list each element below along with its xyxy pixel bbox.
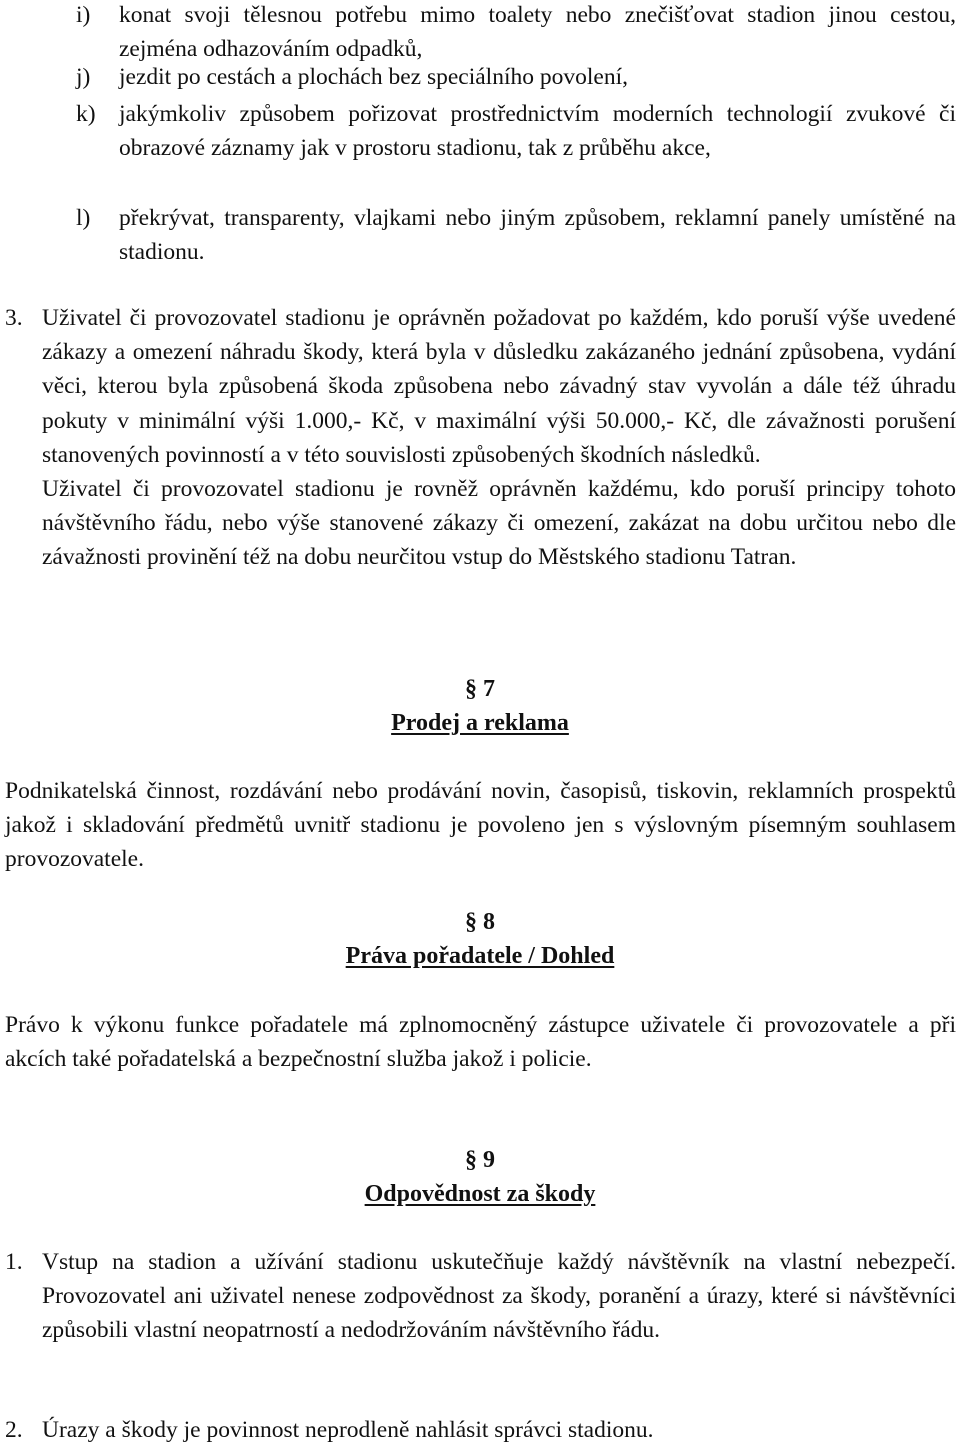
list-marker: i) [76, 2, 91, 28]
list-item-text: Vstup na stadion a užívání stadionu uskutečňuje každý návštěvník na vlastní nebezpečí. Provozovatel ani uživatel nenese zodpovědnost za škody, poranění a úrazy, které si návštěvníci způsobili vlastní neopatrností a nedodržováním návštěvního řádu. [42, 1249, 956, 1344]
list-marker: k) [76, 101, 96, 127]
list-item [76, 201, 956, 269]
list-item-text: Úrazy a škody je povinnost neprodleně nahlásit správci stadionu. [42, 1417, 654, 1443]
list-item-text: konat svoji tělesnou potřebu mimo toalety nebo znečišťovat stadion jinou cestou, zejména odhazováním odpadků, [119, 2, 956, 63]
section-8-body: Právo k výkonu funkce pořadatele má zplnomocněný zástupce uživatele či provozovatele a při akcích také pořadatelská a bezpečnostní služba jakož i policie. [5, 1012, 956, 1073]
list-item-text: překrývat, transparenty, vlajkami nebo jiným způsobem, reklamní panely umístěné na stadionu. [119, 205, 956, 266]
section-9-title: Odpovědnost za škody [364, 1181, 596, 1207]
list-marker: l) [76, 205, 91, 231]
list-item [76, 60, 956, 94]
list-item [76, 97, 956, 165]
list-marker: j) [76, 64, 91, 90]
section-7-title: Prodej a reklama [391, 710, 569, 736]
section-8-title: Práva pořadatele / Dohled [345, 943, 615, 969]
point-3-paragraph-1: Uživatel či provozovatel stadionu je oprávněn požadovat po každém, kdo poruší výše uvedené zákazy a omezení náhradu škody, která byla v důsledku zakázaného jednání způsobena, vydání věci, kterou byla způsobená škoda způsobena nebo závadný stav vyvolán a dále též úhradu pokuty v minimální výši 1.000,- Kč, v maximální výši 50.000,- Kč, dle závažnosti porušení stanovených povinností a v této souvislosti způsobených škodních následků. [42, 305, 956, 468]
list-item [5, 1413, 956, 1447]
list-item [5, 1245, 956, 1348]
point-marker: 3. [5, 305, 23, 331]
list-marker: 1. [5, 1249, 23, 1275]
list-marker: 2. [5, 1417, 23, 1443]
section-8-number: § 8 [465, 909, 495, 935]
section-7-body: Podnikatelská činnost, rozdávání nebo prodávání novin, časopisů, tiskovin, reklamních prospektů jakož i skladování předmětů uvnitř stadionu je povoleno jen s výslovným písemným souhlasem provozovatele. [5, 778, 956, 873]
point-3-paragraph-2: Uživatel či provozovatel stadionu je rovněž oprávněn každému, kdo poruší principy tohoto návštěvního řádu, nebo výše stanovené zákazy či omezení, zakázat na dobu určitou nebo dle závažnosti provinění též na dobu neurčitou vstup do Městského stadionu Tatran. [42, 476, 956, 571]
list-item-text: jezdit po cestách a plochách bez speciálního povolení, [119, 64, 628, 90]
list-item [76, 0, 956, 66]
section-9-number: § 9 [465, 1147, 495, 1173]
list-item-text: jakýmkoliv způsobem pořizovat prostřednictvím moderních technologií zvukové či obrazové záznamy jak v prostoru stadionu, tak z průběhu akce, [119, 101, 956, 162]
section-7-number: § 7 [465, 676, 495, 702]
point-3 [5, 301, 956, 575]
